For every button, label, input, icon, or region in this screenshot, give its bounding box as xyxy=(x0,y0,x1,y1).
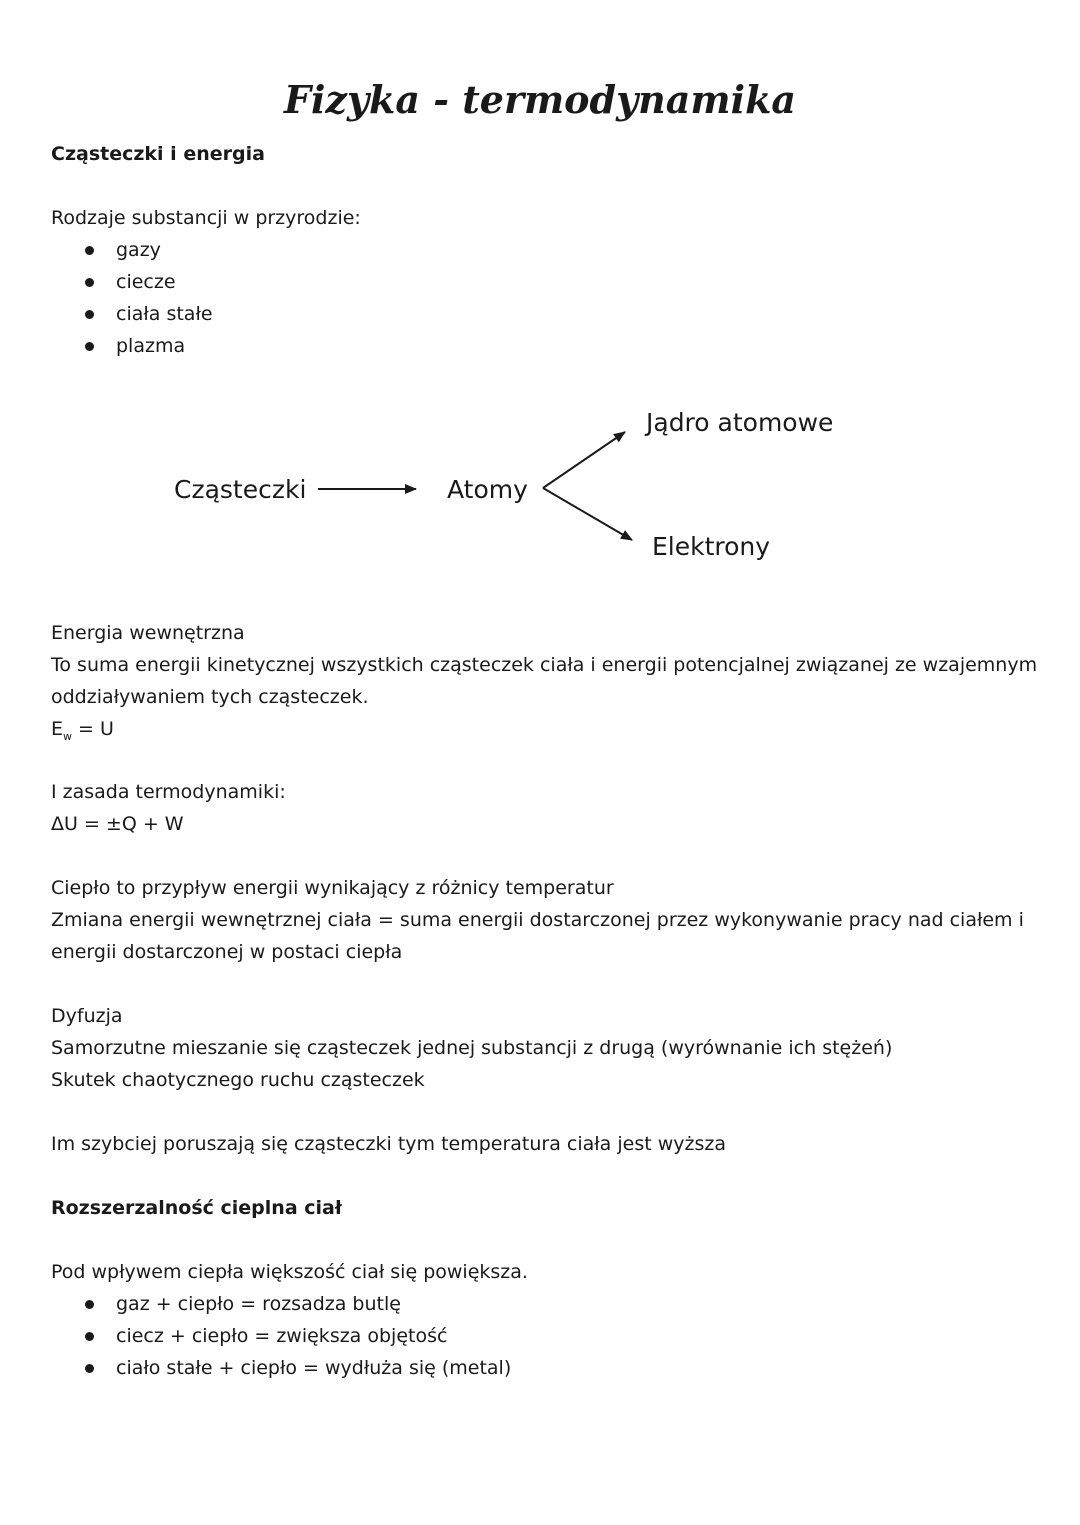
diagram-node-electrons: Elektrony xyxy=(652,532,771,561)
bullet-icon xyxy=(85,278,94,287)
diagram-node-atoms: Atomy xyxy=(447,475,528,504)
substances-intro: Rodzaje substancji w przyrodzie: xyxy=(51,207,361,229)
diffusion-line-1: Samorzutne mieszanie się cząsteczek jednej substancji z drugą (wyrównanie ich stężeń) xyxy=(51,1037,893,1059)
diffusion-line-2: Skutek chaotycznego ruchu cząsteczek xyxy=(51,1069,425,1091)
expansion-intro: Pod wpływem ciepła większość ciał się powiększa. xyxy=(51,1261,528,1283)
diffusion-block xyxy=(51,1000,1041,1096)
heat-block xyxy=(51,872,1041,968)
substances-list xyxy=(51,234,1041,362)
first-law-heading: I zasada termodynamiki: xyxy=(51,781,286,803)
bullet-icon xyxy=(85,1332,94,1341)
first-law-block xyxy=(51,776,1041,840)
diagram-node-nucleus: Jądro atomowe xyxy=(646,408,834,437)
heat-change-text: Zmiana energii wewnętrznej ciała = suma energii dostarczonej przez wykonywanie pracy nad ciałem i energii dostarczonej w postaci ciepła xyxy=(51,909,1024,963)
speed-temperature-text: Im szybciej poruszają się cząsteczki tym temperatura ciała jest wyższa xyxy=(51,1133,726,1155)
bullet-icon xyxy=(85,246,94,255)
bullet-icon xyxy=(85,1364,94,1373)
atom-structure-diagram xyxy=(0,390,1080,590)
arrow-icon xyxy=(543,488,632,540)
list-item: gazy xyxy=(51,234,1041,266)
arrow-icon xyxy=(543,432,625,488)
bullet-icon xyxy=(85,342,94,351)
diagram-node-particles: Cząsteczki xyxy=(174,475,307,504)
page-title: Fizyka - termodynamika xyxy=(283,77,797,122)
first-law-formula: ΔU = ±Q + W xyxy=(51,813,184,835)
substances-block xyxy=(51,202,1041,362)
list-item: plazma xyxy=(51,330,1041,362)
heat-definition: Ciepło to przypływ energii wynikający z różnicy temperatur xyxy=(51,877,614,899)
list-item: ciała stałe xyxy=(51,298,1041,330)
section-heading-particles: Cząsteczki i energia xyxy=(51,143,265,165)
bullet-icon xyxy=(85,310,94,319)
internal-energy-formula: $E_w = U$ xyxy=(51,718,114,743)
internal-energy-text: To suma energii kinetycznej wszystkich cząsteczek ciała i energii potencjalnej związanej ze wzajemnym oddziaływaniem tych cząsteczek. xyxy=(51,654,1038,708)
expansion-list xyxy=(51,1288,1041,1384)
bullet-icon xyxy=(85,1300,94,1309)
list-item: ciecze xyxy=(51,266,1041,298)
internal-energy-heading: Energia wewnętrzna xyxy=(51,622,245,644)
list-item: ciało stałe + ciepło = wydłuża się (metal) xyxy=(51,1352,1041,1384)
list-item: ciecz + ciepło = zwiększa objętość xyxy=(51,1320,1041,1352)
expansion-block xyxy=(51,1256,1041,1384)
internal-energy-block xyxy=(51,617,1041,745)
section-heading-expansion: Rozszerzalność cieplna ciał xyxy=(51,1197,342,1219)
diffusion-heading: Dyfuzja xyxy=(51,1005,123,1027)
list-item: gaz + ciepło = rozsadza butlę xyxy=(51,1288,1041,1320)
